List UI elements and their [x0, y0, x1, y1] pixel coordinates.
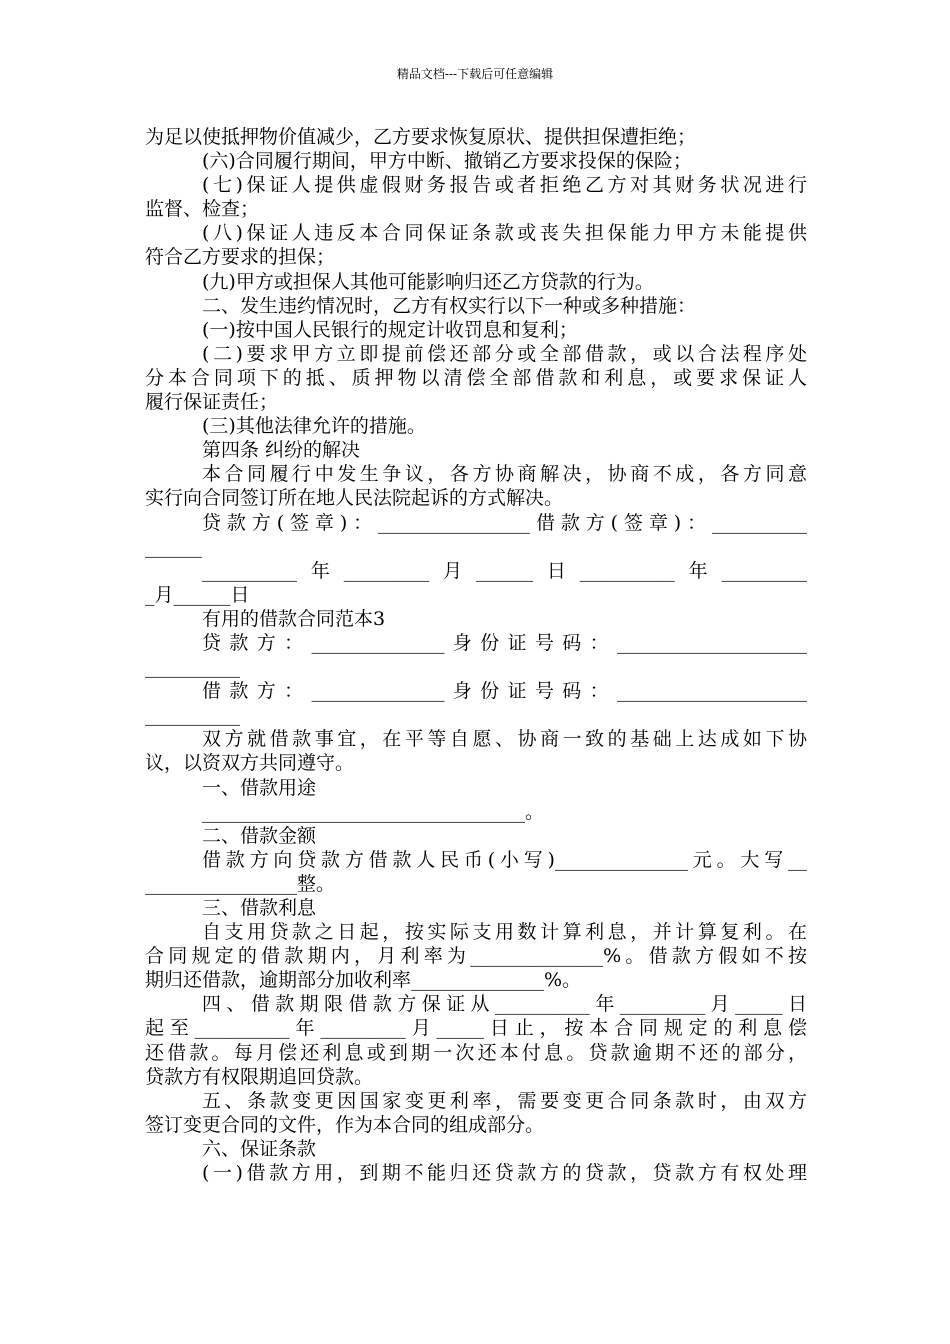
party-line: __________ [145, 656, 240, 679]
party-line: __________ [145, 704, 240, 727]
text-line: 监督、检查； [145, 198, 260, 221]
section-heading: 二、借款金额 [202, 824, 317, 847]
text-line: (三)其他法律允许的措施。 [202, 415, 426, 438]
blank-line: __________________________________。 [202, 800, 545, 823]
page-header: 精品文档---下载后可任意编辑 [396, 67, 554, 81]
text-line: 议，以资双方共同遵守。 [145, 752, 355, 775]
signature-line: ______ [145, 535, 202, 558]
text-line: 自支用贷款之日起，按实际支用数计算利息，并计算复利。在 [202, 921, 807, 944]
signature-line: 贷款方(签章)：________________借款方(签章)：__________ [202, 511, 807, 534]
text-line: 期归还借款，逾期部分加收利率______________%。 [145, 969, 582, 992]
text-line: 四、借款期限借款方保证从__________年_________月_____日 [202, 993, 807, 1016]
text-line: 借款方向贷款方借款人民币(小写)______________元。大写__ [202, 848, 807, 871]
text-line: (一)借款方用，到期不能归还贷款方的贷款，贷款方有权处理 [202, 1162, 807, 1185]
text-line: 双方就借款事宜，在平等自愿、协商一致的基础上达成如下协 [202, 728, 807, 751]
text-line: (九)甲方或担保人其他可能影响归还乙方贷款的行为。 [202, 270, 654, 293]
text-line: (六)合同履行期间，甲方中断、撤销乙方要求投保的保险； [202, 150, 692, 173]
text-line: (一)按中国人民银行的规定计收罚息和复利； [202, 318, 578, 341]
section-heading: 六、保证条款 [202, 1137, 317, 1160]
text-line: 贷款方有权限期追回贷款。 [145, 1065, 374, 1088]
text-line: 为足以使抵押物价值减少，乙方要求恢复原状、提供担保遭拒绝； [145, 126, 697, 148]
text-line: 分本合同项下的抵、质押物以清偿全部借款和利息，或要求保证人 [145, 366, 807, 389]
party-line: 贷款方：______________身份证号码：____________________ [202, 631, 807, 654]
text-line: 二、发生违约情况时，乙方有权实行以下一种或多种措施： [202, 294, 697, 317]
document-body [145, 125, 807, 1185]
text-line: 起至__________年_________月_____日止，按本合同规定的利息偿 [145, 1017, 807, 1040]
text-line: 本合同履行中发生争议，各方协商解决，协商不成，各方同意 [202, 463, 807, 486]
section-heading: 第四条 纠纷的解决 [202, 439, 361, 462]
text-line: 签订变更合同的文件，作为本合同的组成部分。 [145, 1113, 545, 1136]
section-heading: 有用的借款合同范本3 [202, 607, 386, 630]
section-heading: 一、借款用途 [202, 776, 317, 799]
text-line: (二)要求甲方立即提前偿还部分或全部借款，或以合法程序处 [202, 342, 807, 365]
party-line: 借款方：______________身份证号码：____________________ [202, 680, 807, 703]
text-line: 五、条款变更因国家变更利率，需要变更合同条款时，由双方 [202, 1089, 807, 1112]
text-line: 还借款。每月偿还利息或到期一次还本付息。贷款逾期不还的部分， [145, 1041, 807, 1064]
date-line: _月______日 [145, 583, 250, 606]
text-line: (七)保证人提供虚假财务报告或者拒绝乙方对其财务状况进行 [202, 174, 807, 197]
text-line: ________________整。 [145, 872, 336, 895]
text-line: 符合乙方要求的担保； [145, 246, 336, 269]
text-line: (八)保证人违反本合同保证条款或丧失担保能力甲方未能提供 [202, 222, 807, 245]
text-line: 合同规定的借款期内，月利率为______________%。借款方假如不按 [145, 945, 807, 968]
date-line: __________年_________月______日__________年_________ [202, 559, 807, 582]
text-line: 履行保证责任； [145, 391, 279, 414]
section-heading: 三、借款利息 [202, 897, 317, 919]
text-line: 实行向合同签订所在地人民法院起诉的方式解决。 [145, 487, 564, 510]
